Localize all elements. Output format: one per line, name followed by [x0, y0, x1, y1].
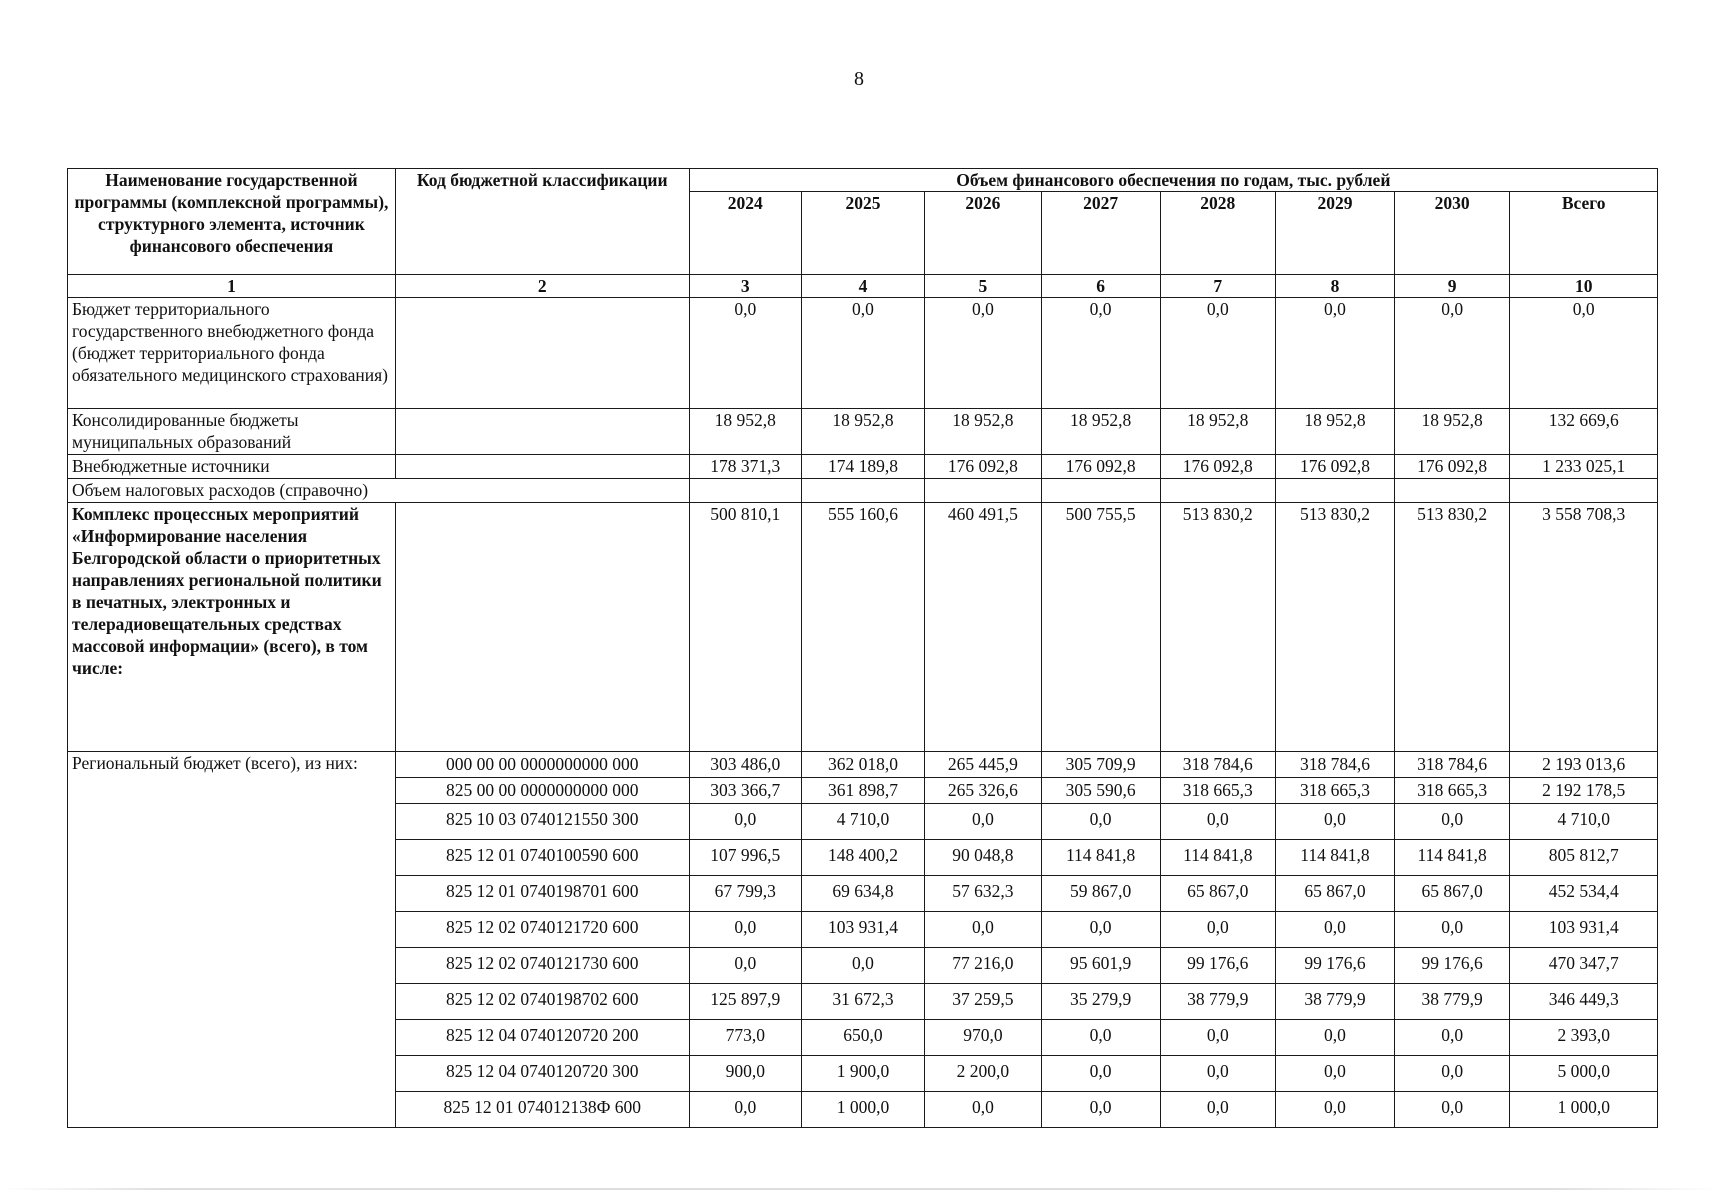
- total-cell: 4 710,0: [1510, 804, 1658, 840]
- value-cell: [689, 479, 801, 503]
- value-cell: 125 897,9: [689, 984, 801, 1020]
- value-cell: 513 830,2: [1160, 503, 1276, 752]
- value-cell: 900,0: [689, 1056, 801, 1092]
- table-row-regional-line: [68, 752, 1658, 778]
- value-cell: 95 601,9: [1041, 948, 1160, 984]
- value-cell: 18 952,8: [1276, 409, 1395, 455]
- value-cell: 0,0: [1041, 912, 1160, 948]
- total-header: Всего: [1510, 192, 1658, 275]
- value-cell: 500 810,1: [689, 503, 801, 752]
- value-cell: 178 371,3: [689, 455, 801, 479]
- value-cell: 57 632,3: [925, 876, 1042, 912]
- value-cell: 38 779,9: [1276, 984, 1395, 1020]
- value-cell: 460 491,5: [925, 503, 1042, 752]
- value-cell: [801, 479, 924, 503]
- value-cell: 99 176,6: [1276, 948, 1395, 984]
- funding-table: [67, 168, 1658, 1128]
- year-header-2026: 2026: [925, 192, 1042, 275]
- total-cell: 1 000,0: [1510, 1092, 1658, 1128]
- value-cell: 0,0: [1276, 1092, 1395, 1128]
- value-cell: 0,0: [689, 804, 801, 840]
- value-cell: 0,0: [1041, 1092, 1160, 1128]
- value-cell: 0,0: [689, 1092, 801, 1128]
- value-cell: [1160, 479, 1276, 503]
- value-cell: 0,0: [1041, 1020, 1160, 1056]
- value-cell: 114 841,8: [1394, 840, 1510, 876]
- value-cell: 18 952,8: [1041, 409, 1160, 455]
- year-header-2027: 2027: [1041, 192, 1160, 275]
- value-cell: [1394, 479, 1510, 503]
- table-row-vnebudget: [68, 455, 1658, 479]
- value-cell: 0,0: [1276, 912, 1395, 948]
- value-cell: 318 665,3: [1276, 778, 1395, 804]
- year-header-2029: 2029: [1276, 192, 1395, 275]
- value-cell: 0,0: [1276, 804, 1395, 840]
- budget-code: 825 12 01 074012138Ф 600: [395, 1092, 689, 1128]
- budget-code: [395, 503, 689, 752]
- regional-budget-section: [68, 752, 1658, 1128]
- value-cell: 265 445,9: [925, 752, 1042, 778]
- value-cell: 0,0: [1394, 1092, 1510, 1128]
- column-number: 6: [1041, 275, 1160, 298]
- value-cell: 0,0: [1394, 804, 1510, 840]
- column-number: 7: [1160, 275, 1276, 298]
- value-cell: 99 176,6: [1160, 948, 1276, 984]
- value-cell: 318 784,6: [1394, 752, 1510, 778]
- budget-code: 825 12 02 0740121730 600: [395, 948, 689, 984]
- budget-code: 825 00 00 0000000000 000: [395, 778, 689, 804]
- value-cell: 0,0: [925, 1092, 1042, 1128]
- value-cell: 0,0: [689, 948, 801, 984]
- value-cell: 650,0: [801, 1020, 924, 1056]
- value-cell: 513 830,2: [1276, 503, 1395, 752]
- column-number-row: [68, 275, 1658, 298]
- column-number: 3: [689, 275, 801, 298]
- value-cell: 361 898,7: [801, 778, 924, 804]
- value-cell: 18 952,8: [1160, 409, 1276, 455]
- table-row-nalog: [68, 479, 1658, 503]
- value-cell: 107 996,5: [689, 840, 801, 876]
- row-name: Бюджет территориального государственного внебюджетного фонда (бюджет территориального фонда обязательного медицинского страхования): [68, 298, 396, 409]
- value-cell: 318 665,3: [1394, 778, 1510, 804]
- value-cell: 305 590,6: [1041, 778, 1160, 804]
- total-cell: 103 931,4: [1510, 912, 1658, 948]
- budget-code: 000 00 00 0000000000 000: [395, 752, 689, 778]
- column-number: 8: [1276, 275, 1395, 298]
- value-cell: 176 092,8: [1041, 455, 1160, 479]
- column-number: 2: [395, 275, 689, 298]
- value-cell: 0,0: [1041, 804, 1160, 840]
- value-cell: 176 092,8: [1160, 455, 1276, 479]
- row-name: Консолидированные бюджеты муниципальных образований: [68, 409, 396, 455]
- value-cell: 773,0: [689, 1020, 801, 1056]
- value-cell: 65 867,0: [1276, 876, 1395, 912]
- value-cell: [1041, 479, 1160, 503]
- value-cell: 0,0: [1276, 1056, 1395, 1092]
- value-cell: 148 400,2: [801, 840, 924, 876]
- value-cell: 1 000,0: [801, 1092, 924, 1128]
- value-cell: 18 952,8: [689, 409, 801, 455]
- value-cell: 0,0: [1041, 1056, 1160, 1092]
- value-cell: 362 018,0: [801, 752, 924, 778]
- column-number: 4: [801, 275, 924, 298]
- value-cell: 18 952,8: [801, 409, 924, 455]
- value-cell: 176 092,8: [1276, 455, 1395, 479]
- budget-code: [395, 409, 689, 455]
- value-cell: 103 931,4: [801, 912, 924, 948]
- budget-code: 825 12 01 0740198701 600: [395, 876, 689, 912]
- total-cell: 0,0: [1510, 298, 1658, 409]
- value-cell: 4 710,0: [801, 804, 924, 840]
- total-cell: 1 233 025,1: [1510, 455, 1658, 479]
- year-header-2025: 2025: [801, 192, 924, 275]
- total-cell: 132 669,6: [1510, 409, 1658, 455]
- value-cell: 38 779,9: [1394, 984, 1510, 1020]
- total-cell: 470 347,7: [1510, 948, 1658, 984]
- budget-code: 825 12 01 0740100590 600: [395, 840, 689, 876]
- budget-code: 825 12 04 0740120720 300: [395, 1056, 689, 1092]
- table-row-kompleks: [68, 503, 1658, 752]
- row-name: Внебюджетные источники: [68, 455, 396, 479]
- year-header-2024: 2024: [689, 192, 801, 275]
- code-column-header: Код бюджетной классификации: [395, 169, 689, 275]
- value-cell: 265 326,6: [925, 778, 1042, 804]
- value-cell: 303 486,0: [689, 752, 801, 778]
- budget-code: [395, 455, 689, 479]
- total-cell: 2 193 013,6: [1510, 752, 1658, 778]
- value-cell: 176 092,8: [925, 455, 1042, 479]
- column-number: 10: [1510, 275, 1658, 298]
- value-cell: 59 867,0: [1041, 876, 1160, 912]
- total-cell: 346 449,3: [1510, 984, 1658, 1020]
- budget-code: [395, 298, 689, 409]
- budget-code: 825 12 02 0740121720 600: [395, 912, 689, 948]
- value-cell: 90 048,8: [925, 840, 1042, 876]
- value-cell: 0,0: [1394, 1056, 1510, 1092]
- row-name: Региональный бюджет (всего), из них:: [68, 752, 396, 1128]
- total-cell: 805 812,7: [1510, 840, 1658, 876]
- column-number: 9: [1394, 275, 1510, 298]
- value-cell: 69 634,8: [801, 876, 924, 912]
- value-cell: 114 841,8: [1160, 840, 1276, 876]
- value-cell: 303 366,7: [689, 778, 801, 804]
- column-number: 5: [925, 275, 1042, 298]
- value-cell: 318 784,6: [1276, 752, 1395, 778]
- budget-code: 825 12 04 0740120720 200: [395, 1020, 689, 1056]
- value-cell: 18 952,8: [1394, 409, 1510, 455]
- value-cell: 35 279,9: [1041, 984, 1160, 1020]
- value-cell: 114 841,8: [1276, 840, 1395, 876]
- value-cell: 0,0: [1276, 1020, 1395, 1056]
- value-cell: 318 665,3: [1160, 778, 1276, 804]
- value-cell: 0,0: [1160, 912, 1276, 948]
- value-cell: 0,0: [801, 948, 924, 984]
- value-cell: 0,0: [925, 912, 1042, 948]
- total-cell: 3 558 708,3: [1510, 503, 1658, 752]
- value-cell: 174 189,8: [801, 455, 924, 479]
- value-cell: 0,0: [1394, 912, 1510, 948]
- value-cell: 0,0: [1160, 1020, 1276, 1056]
- value-cell: 0,0: [1394, 298, 1510, 409]
- value-cell: 0,0: [1394, 1020, 1510, 1056]
- value-cell: 38 779,9: [1160, 984, 1276, 1020]
- value-cell: [1276, 479, 1395, 503]
- year-header-2030: 2030: [1394, 192, 1510, 275]
- value-cell: 65 867,0: [1160, 876, 1276, 912]
- value-cell: 2 200,0: [925, 1056, 1042, 1092]
- scan-edge-line: [0, 1188, 1718, 1190]
- column-number: 1: [68, 275, 396, 298]
- value-cell: 318 784,6: [1160, 752, 1276, 778]
- total-cell: 452 534,4: [1510, 876, 1658, 912]
- value-cell: 114 841,8: [1041, 840, 1160, 876]
- total-cell: 2 192 178,5: [1510, 778, 1658, 804]
- year-header-2028: 2028: [1160, 192, 1276, 275]
- total-cell: 5 000,0: [1510, 1056, 1658, 1092]
- total-cell: [1510, 479, 1658, 503]
- value-cell: 0,0: [801, 298, 924, 409]
- value-cell: [925, 479, 1042, 503]
- value-cell: 1 900,0: [801, 1056, 924, 1092]
- row-name: Объем налоговых расходов (справочно): [68, 479, 690, 503]
- value-cell: 0,0: [1160, 1056, 1276, 1092]
- value-cell: 555 160,6: [801, 503, 924, 752]
- value-cell: 99 176,6: [1394, 948, 1510, 984]
- value-cell: 77 216,0: [925, 948, 1042, 984]
- value-cell: 0,0: [1160, 804, 1276, 840]
- value-cell: 0,0: [925, 804, 1042, 840]
- value-cell: 65 867,0: [1394, 876, 1510, 912]
- budget-code: 825 10 03 0740121550 300: [395, 804, 689, 840]
- value-cell: 500 755,5: [1041, 503, 1160, 752]
- value-cell: 970,0: [925, 1020, 1042, 1056]
- value-cell: 67 799,3: [689, 876, 801, 912]
- value-cell: 0,0: [1041, 298, 1160, 409]
- name-column-header: Наименование государственной программы (комплексной программы), структурного элемента, источник финансового обеспечения: [68, 169, 396, 275]
- value-cell: 0,0: [689, 298, 801, 409]
- value-cell: 176 092,8: [1394, 455, 1510, 479]
- total-cell: 2 393,0: [1510, 1020, 1658, 1056]
- value-cell: 0,0: [1160, 1092, 1276, 1128]
- value-cell: 0,0: [1276, 298, 1395, 409]
- value-cell: 0,0: [925, 298, 1042, 409]
- value-cell: 18 952,8: [925, 409, 1042, 455]
- table-row-tfoms: [68, 298, 1658, 409]
- row-name: Комплекс процессных мероприятий «Информирование населения Белгородской области о приоритетных направлениях региональной политики в печатных, электронных и телерадиовещательных средствах массовой информации» (всего), в том числе:: [68, 503, 396, 752]
- value-cell: 0,0: [1160, 298, 1276, 409]
- page-number: 8: [854, 68, 864, 90]
- value-cell: 0,0: [689, 912, 801, 948]
- value-cell: 31 672,3: [801, 984, 924, 1020]
- header-row-1: [68, 169, 1658, 192]
- budget-code: 825 12 02 0740198702 600: [395, 984, 689, 1020]
- table-row-konsolid: [68, 409, 1658, 455]
- value-cell: 37 259,5: [925, 984, 1042, 1020]
- value-cell: 513 830,2: [1394, 503, 1510, 752]
- value-cell: 305 709,9: [1041, 752, 1160, 778]
- funding-group-header: Объем финансового обеспечения по годам, тыс. рублей: [689, 169, 1657, 192]
